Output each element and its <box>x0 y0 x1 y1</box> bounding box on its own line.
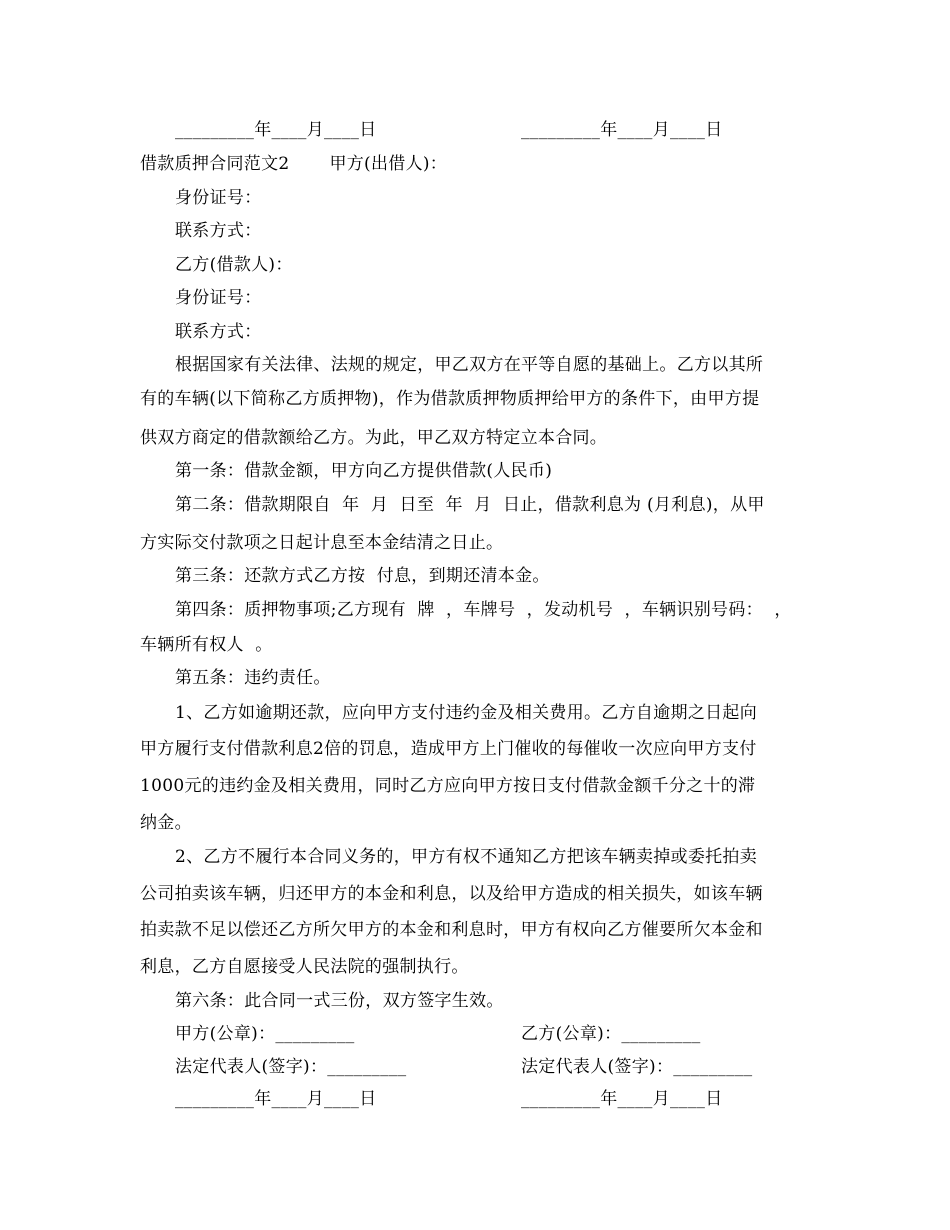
party-a-rep-line: 法定代表人(签字)：_________ <box>175 1057 407 1077</box>
party-b: 乙方(借款人)： <box>175 255 293 275</box>
party-b-id: 身份证号： <box>175 288 262 308</box>
bottom-date-right: _________年____月____日 <box>521 1089 723 1109</box>
party-b-seal-line: 乙方(公章)：_________ <box>521 1024 701 1044</box>
clause-2-line: 利息，乙方自愿接受人民法院的强制执行。 <box>140 957 469 977</box>
clause-1-line: 1、乙方如逾期还款，应向甲方支付违约金及相关费用。乙方自逾期之日起向 <box>175 703 758 723</box>
party-a-id: 身份证号： <box>175 188 262 208</box>
article-1: 第一条：借款金额，甲方向乙方提供借款(人民币) <box>175 461 553 481</box>
preamble-line: 有的车辆(以下简称乙方质押物)，作为借款质押物质押给甲方的条件下，由甲方提 <box>140 389 760 409</box>
party-a-contact: 联系方式： <box>175 221 262 241</box>
party-b-rep-line: 法定代表人(签字)：_________ <box>521 1057 753 1077</box>
article-4-line: 第四条：质押物事项;乙方现有 牌 ，车牌号 ，发动机号 ，车辆识别号码： ， <box>175 600 792 620</box>
clause-2-line: 拍卖款不足以偿还乙方所欠甲方的本金和利息时，甲方有权向乙方催要所欠本金和 <box>140 920 763 940</box>
clause-1-line: 甲方履行支付借款利息2倍的罚息，造成甲方上门催收的每催收一次应向甲方支付 <box>140 739 757 759</box>
party-a-seal-line: 甲方(公章)：_________ <box>175 1024 355 1044</box>
preamble-line: 供双方商定的借款额给乙方。为此，甲乙双方特定立本合同。 <box>140 428 608 448</box>
clause-1-line: 纳金。 <box>140 813 192 833</box>
clause-1-line: 1000元的违约金及相关费用，同时乙方应向甲方按日支付借款金额千分之十的滞 <box>140 776 756 796</box>
article-3: 第三条：还款方式乙方按 付息，到期还清本金。 <box>175 566 550 586</box>
top-date-left: _________年____月____日 <box>175 120 377 140</box>
clause-2-line: 2、乙方不履行本合同义务的，甲方有权不通知乙方把该车辆卖掉或委托拍卖 <box>175 847 758 867</box>
party-b-contact: 联系方式： <box>175 322 262 342</box>
article-4-line: 车辆所有权人 。 <box>140 635 273 655</box>
clause-2-line: 公司拍卖该车辆，归还甲方的本金和利息，以及给甲方造成的相关损失，如该车辆 <box>140 884 763 904</box>
article-2-line: 第二条：借款期限自 年 月 日至 年 月 日止，借款利息为 (月利息)，从甲 <box>175 495 765 515</box>
top-date-right: _________年____月____日 <box>521 120 723 140</box>
article-6: 第六条：此合同一式三份，双方签字生效。 <box>175 991 504 1011</box>
article-2-line: 方实际交付款项之日起计息至本金结清之日止。 <box>140 533 504 553</box>
bottom-date-left: _________年____月____日 <box>175 1089 377 1109</box>
preamble-line: 根据国家有关法律、法规的规定，甲乙双方在平等自愿的基础上。乙方以其所 <box>175 355 764 375</box>
heading-line: 借款质押合同范文2 甲方(出借人)： <box>140 154 448 174</box>
article-5: 第五条：违约责任。 <box>175 668 331 688</box>
